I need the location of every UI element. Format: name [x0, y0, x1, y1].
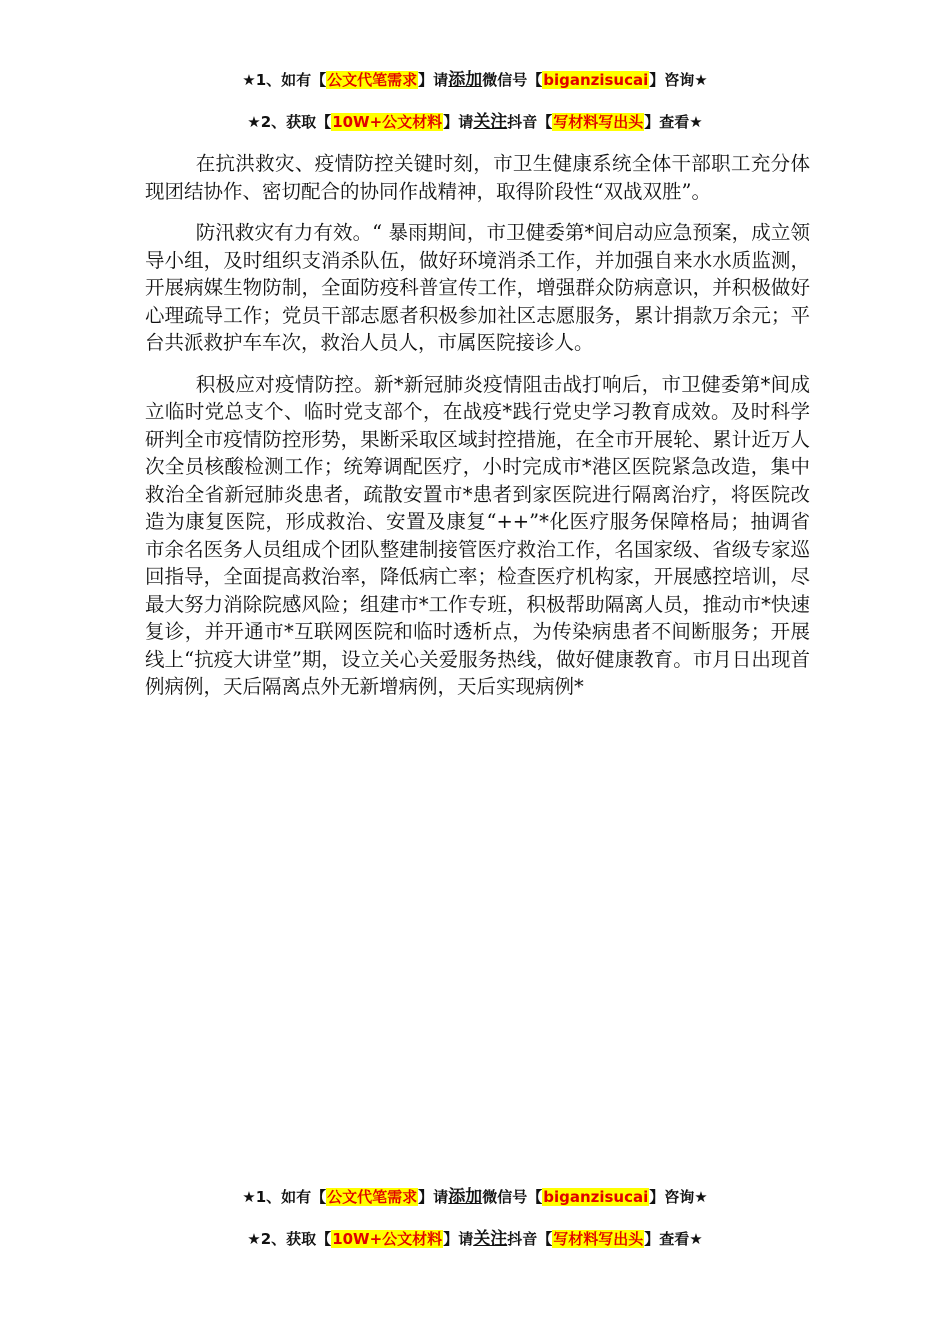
promo-banner-line-2-bottom — [0, 1229, 950, 1249]
banner-text: 抖音【 — [507, 113, 553, 131]
paragraph-flood-relief: 防汛救灾有力有效。“ 暴雨期间，市卫健委第*间启动应急预案，成立领导小组，及时组织支消杀队伍，做好环境消杀工作，并加强自来水水质监测，开展病媒生物防制，全面防疫科普宣传工作，增强群众防病意识，并积极做好心理疏导工作；党员干部志愿者积极参加社区志愿服务，累计捐款万余元；平台共派救护车车次，救治人员人，市属医院接诊人。 — [145, 221, 810, 354]
banner-suffix: 】查看★ — [644, 113, 703, 131]
banner-prefix: ★1、如有【 — [242, 1188, 327, 1206]
banner-prefix: ★1、如有【 — [242, 71, 327, 89]
document-body — [145, 150, 810, 715]
banner-highlight: 写材料写出头 — [553, 113, 644, 131]
paragraph-epidemic-control: 积极应对疫情防控。新*新冠肺炎疫情阻击战打响后，市卫健委第*间成立临时党总支个、临时党支部个，在战疫*践行党史学习教育成效。及时科学研判全市疫情防控形势，果断采取区域封控措施，在全市开展轮、累计近万人次全员核酸检测工作；统筹调配医疗，小时完成市*港区医院紧急改造，集中救治全省新冠肺炎患者，疏散安置市*患者到家医院进行隔离治疗，将医院改造为康复医院，形成救治、安置及康复“++”*化医疗服务保障格局；抽调省市余名医务人员组成个团队整建制接管医疗救治工作，名国家级、省级专家巡回指导，全面提高救治率，降低病亡率；检查医疗机构家，开展感控培训，尽最大努力消除院感风险；组建市*工作专班，积极帮助隔离人员，推动市*快速复诊，并开通市*互联网医院和临时透析点，为传染病患者不间断服务；开展线上“抗疫大讲堂”期，设立关心关爱服务热线，做好健康教育。市月日出现首例病例，天后隔离点外无新增病例，天后实现病例* — [145, 372, 810, 698]
banner-prefix: ★2、获取【 — [247, 1230, 332, 1248]
banner-emphasis: 关注 — [473, 112, 508, 132]
banner-text: 抖音【 — [507, 1230, 553, 1248]
banner-text: 微信号【 — [482, 1188, 543, 1206]
banner-prefix: ★2、获取【 — [247, 113, 332, 131]
banner-highlight: 公文代笔需求 — [327, 71, 418, 89]
banner-text: 】请 — [443, 1230, 474, 1248]
promo-banner-line-1-top — [0, 70, 950, 90]
banner-text: 】请 — [418, 1188, 449, 1206]
banner-emphasis: 添加 — [448, 70, 483, 90]
banner-highlight: 10W+公文材料 — [332, 1230, 443, 1248]
banner-emphasis: 关注 — [473, 1229, 508, 1249]
banner-highlight: 写材料写出头 — [553, 1230, 644, 1248]
banner-highlight: 公文代笔需求 — [327, 1188, 418, 1206]
paragraph-intro: 在抗洪救灾、疫情防控关键时刻，市卫生健康系统全体干部职工充分体现团结协作、密切配合的协同作战精神，取得阶段性“双战双胜”。 — [145, 152, 810, 203]
banner-highlight: biganzisucai — [543, 71, 649, 89]
banner-emphasis: 添加 — [448, 1187, 483, 1207]
banner-text: 】请 — [418, 71, 449, 89]
banner-highlight: biganzisucai — [543, 1188, 649, 1206]
banner-suffix: 】咨询★ — [649, 71, 708, 89]
banner-suffix: 】查看★ — [644, 1230, 703, 1248]
banner-highlight: 10W+公文材料 — [332, 113, 443, 131]
banner-suffix: 】咨询★ — [649, 1188, 708, 1206]
banner-text: 】请 — [443, 113, 474, 131]
banner-text: 微信号【 — [482, 71, 543, 89]
promo-banner-line-1-bottom — [0, 1187, 950, 1207]
promo-banner-line-2-top — [0, 112, 950, 132]
